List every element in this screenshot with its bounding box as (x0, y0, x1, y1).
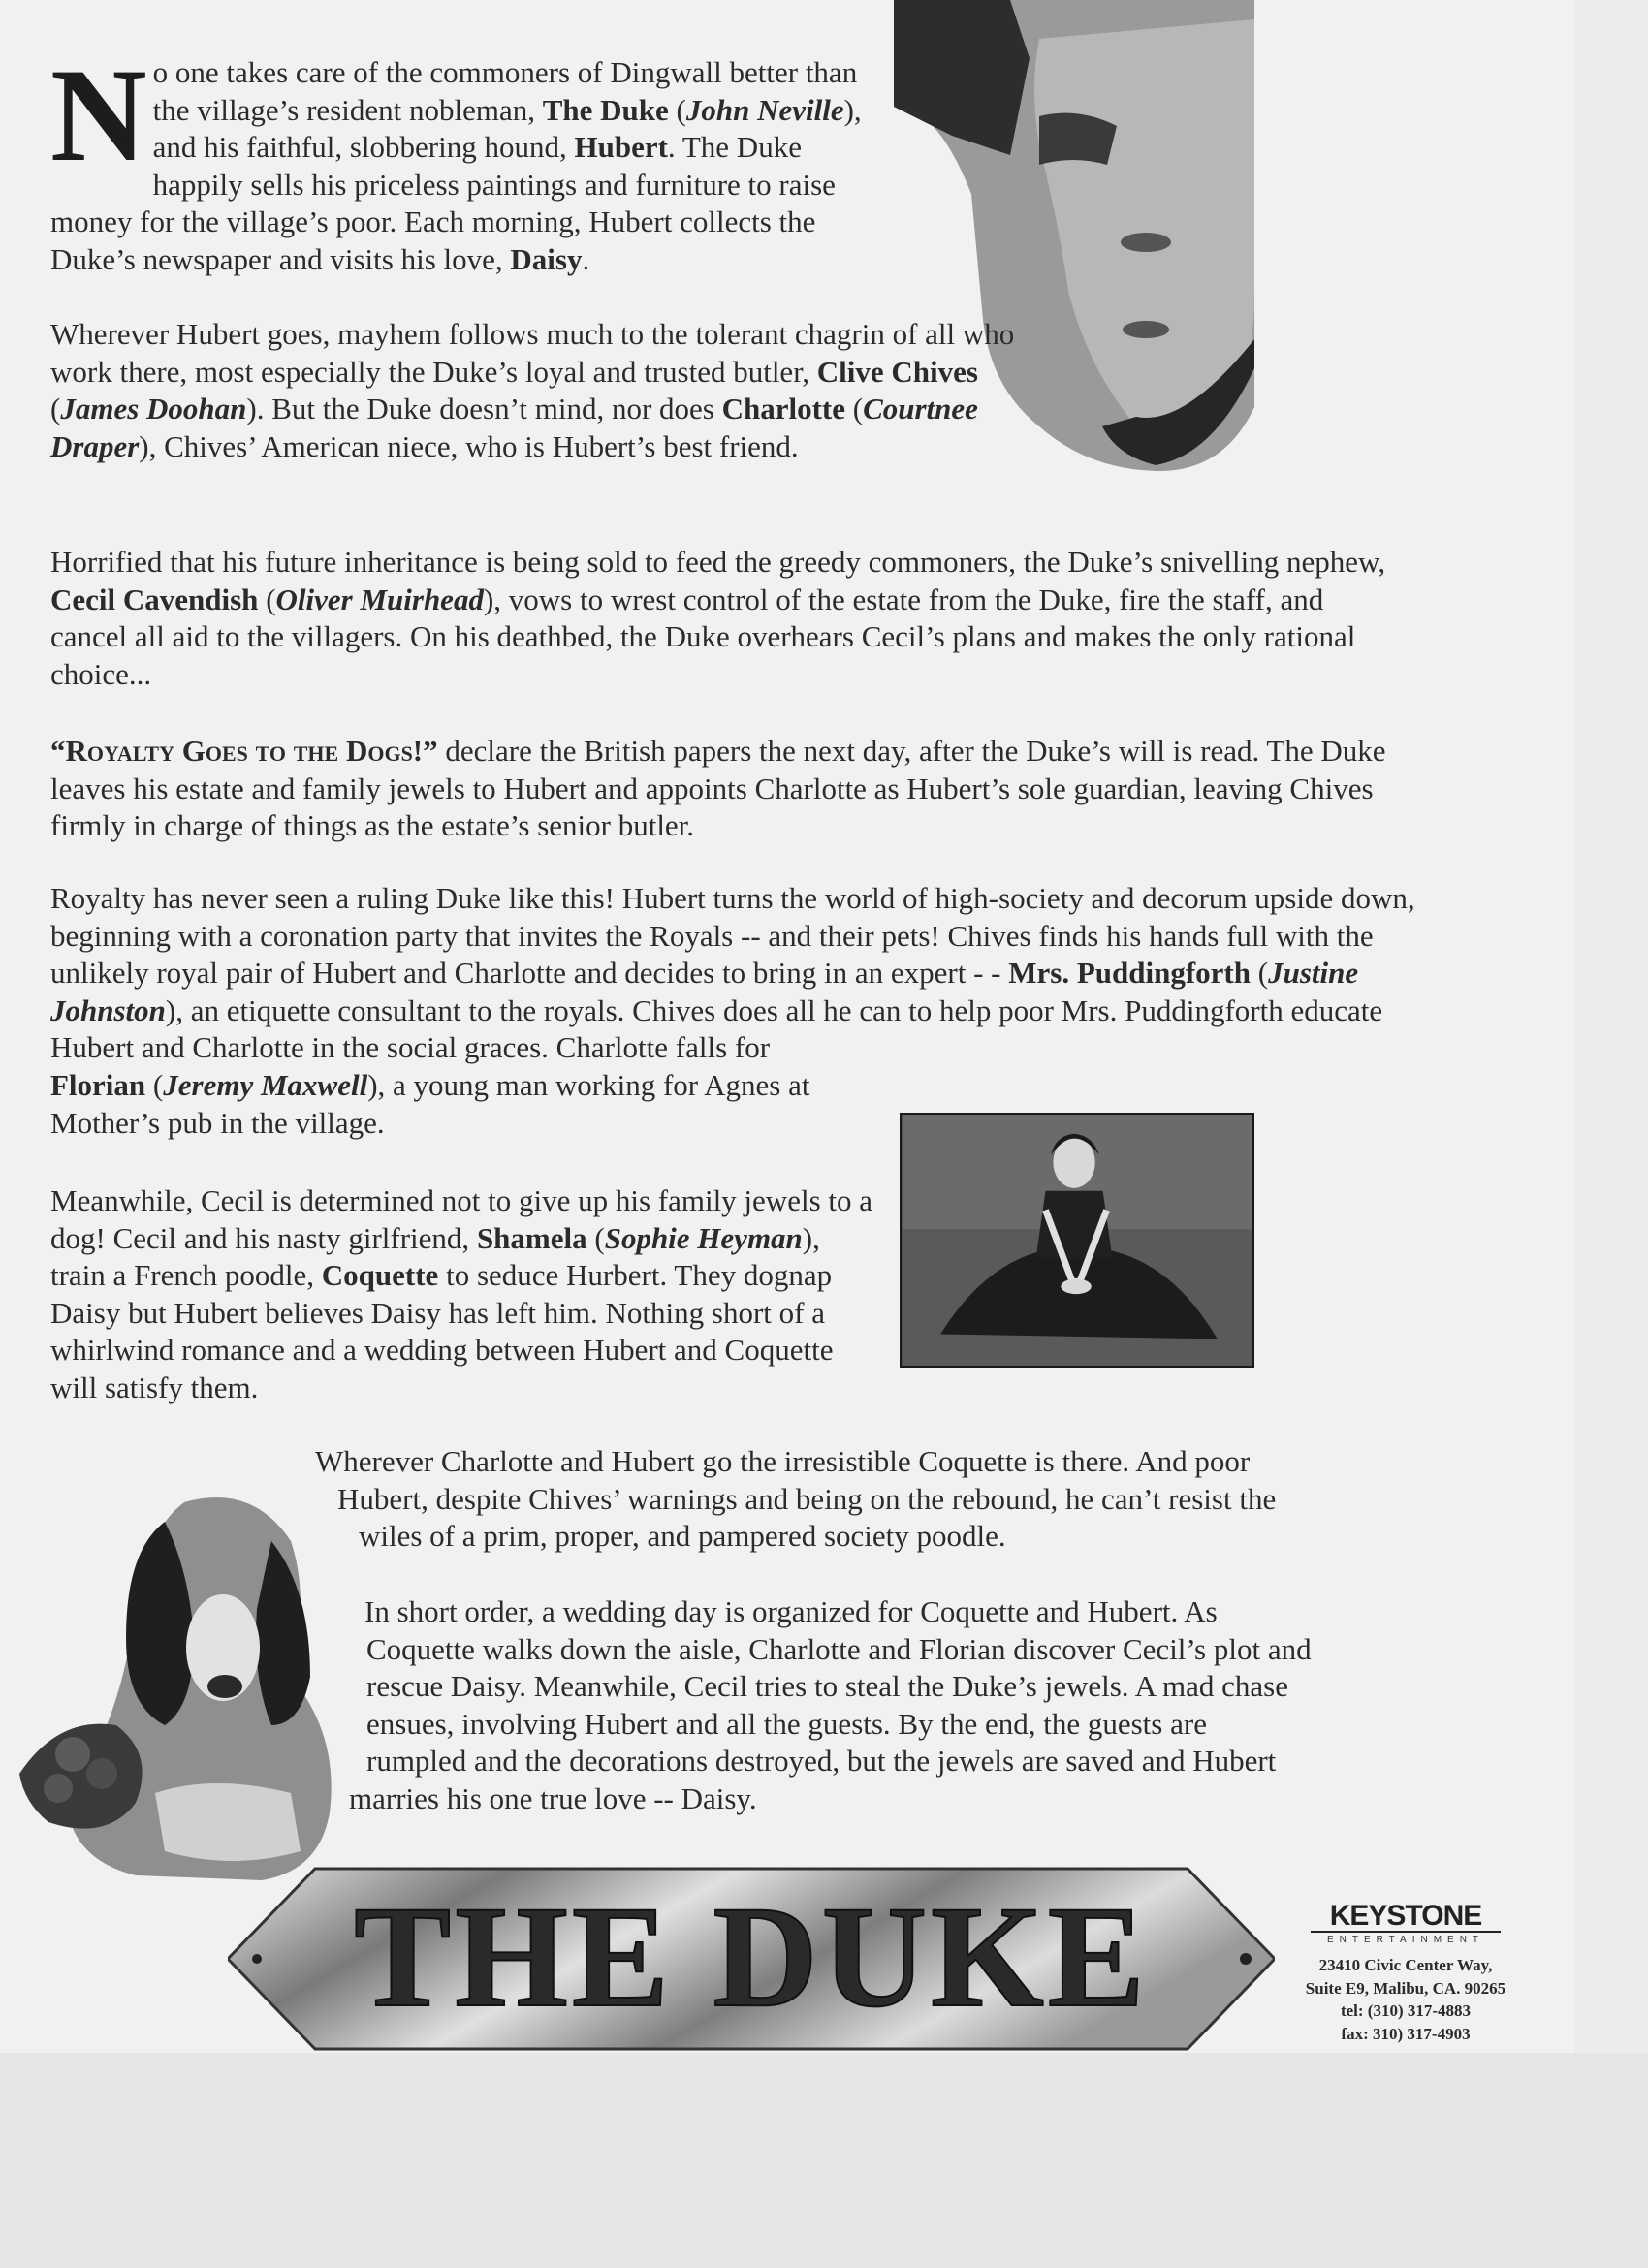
text: Royalty has never seen a ruling Duke like this! Hubert turns the world of high-society and decorum upside down, beginning with a coronation party that invites the Royals -- and their pets! Chives finds his hands full with the unlikely royal pair of Hubert and Charlotte and decides to bring in an expert - - (50, 881, 1415, 990)
drop-cap: N (50, 41, 147, 189)
text: ), an etiquette consultant to the royals. Chives does all he can to help poor Mrs. Puddingforth educate Hubert and Charlotte in the social graces. Charlotte falls for (50, 992, 1383, 1064)
actor-name: Sophie Heyman (604, 1220, 803, 1255)
actor-name: Courtnee Draper (50, 392, 978, 463)
text: ( (668, 92, 686, 127)
phone-number: tel: (310) 317-4883 (1340, 2001, 1472, 2020)
banner-title: THE DUKE (354, 1876, 1149, 2037)
text: declare the British papers the next day, after the Duke’s will is read. The Duke leaves his estate and family jewels to Hubert and appoints Charlotte as Hubert’s sole guardian, leaving Chives firmly in charge of things as the estate’s senior butler. (50, 734, 1386, 842)
character-name: Florian (50, 1068, 146, 1102)
actor-name: Oliver Muirhead (275, 582, 484, 616)
character-name: Mrs. Puddingforth (1008, 956, 1251, 990)
actor-name: Jeremy Maxwell (163, 1068, 368, 1102)
text: Meanwhile, Cecil is determined not to give up his family jewels to a dog! Cecil and his nasty girlfriend, (50, 1183, 873, 1255)
scan-margin (0, 2053, 1648, 2268)
text: ( (845, 392, 864, 425)
text: ). But the Duke doesn’t mind, nor does (246, 392, 722, 425)
character-name: Hubert (574, 130, 668, 164)
text: ), and his faithful, slobbering hound, (152, 92, 862, 164)
text: ), vows to wrest control of the estate from the Duke, fire the staff, and cancel all aid to the villagers. On his deathbed, the Duke overhears Cecil’s plans and makes the only rational choice... (50, 582, 1356, 691)
synopsis-paragraph-6 (50, 1182, 874, 1406)
synopsis-paragraph-3 (50, 544, 1408, 693)
synopsis-paragraph-5 (50, 880, 1427, 1067)
synopsis-paragraph-4 (50, 733, 1408, 845)
text: ), Chives’ American niece, who is Hubert’s best friend. (139, 428, 799, 463)
character-name: The Duke (542, 92, 669, 127)
keystone-logo: KEYSTONE (1329, 1900, 1482, 1932)
character-name: Cecil Cavendish (50, 582, 259, 616)
fax-number: fax: 310) 317-4903 (1341, 2024, 1471, 2043)
synopsis-paragraph-7 (315, 1443, 1459, 1556)
text-line: rescue Daisy. Meanwhile, Cecil tries to steal the Duke’s jewels. A mad chase (366, 1669, 1288, 1703)
text: to seduce Hurbert. They dognap Daisy but Hubert believes Daisy has left him. Nothing short of a whirlwind romance and a wedding between Hubert and Coquette will satisfy them. (50, 1258, 834, 1404)
character-name: Charlotte (721, 392, 845, 425)
newspaper-headline: “Royalty Goes to the Dogs!” (50, 734, 438, 768)
text: Horrified that his future inheritance is being sold to feed the greedy commoners, the Duke’s snivelling nephew, (50, 545, 1386, 579)
text: ( (258, 582, 276, 616)
address-line: Suite E9, Malibu, CA. 90265 (1305, 1978, 1506, 1998)
text: . The Duke happily sells his priceless paintings and furniture to raise money for the village’s poor. Each morning, Hubert collects the Duke’s newspaper and visits his love, (50, 130, 836, 276)
synopsis-paragraph-1 (50, 41, 884, 278)
text-line: marries his one true love -- Daisy. (349, 1780, 757, 1815)
text: ( (586, 1220, 605, 1255)
company-address (1270, 1954, 1541, 2045)
text-line: rumpled and the decorations destroyed, but the jewels are saved and Hubert (366, 1744, 1277, 1778)
actor-name: Justine Johnston (50, 956, 1359, 1027)
text-line: Hubert, despite Chives’ warnings and being on the rebound, he can’t resist the (337, 1481, 1277, 1516)
charlotte-photo (900, 1113, 1254, 1368)
synopsis-paragraph-5-continued (50, 1067, 865, 1142)
character-name: Shamela (476, 1220, 587, 1255)
character-name: Coquette (321, 1258, 439, 1292)
text-line: In short order, a wedding day is organized for Coquette and Hubert. As (364, 1594, 1218, 1628)
actor-name: John Neville (685, 92, 844, 127)
text: ( (1251, 956, 1269, 990)
synopsis-paragraph-2 (50, 316, 1068, 465)
keystone-logo-subtitle: ENTERTAINMENT (1311, 1931, 1501, 1945)
text: o one takes care of the commoners of Dingwall better than the village’s resident nobleman, (152, 55, 858, 127)
text-line: ensues, involving Hubert and all the guests. By the end, the guests are (366, 1706, 1207, 1741)
synopsis-paragraph-8 (349, 1593, 1493, 1817)
text: ( (145, 1068, 164, 1102)
character-name: Clive Chives (816, 354, 978, 389)
actor-name: James Doohan (60, 392, 247, 425)
text: Wherever Hubert goes, mayhem follows much to the tolerant chagrin of all who work there, most especially the Duke’s loyal and trusted butler, (50, 317, 1015, 389)
character-name: Daisy (510, 241, 583, 276)
text: ), train a French poodle, (50, 1220, 820, 1292)
basset-hound-photo (19, 1483, 339, 1890)
text-line: Coquette walks down the aisle, Charlotte and Florian discover Cecil’s plot and (366, 1631, 1312, 1666)
text: ), a young man working for Agnes at Mother’s pub in the village. (50, 1068, 810, 1140)
text: ( (50, 392, 61, 425)
text-line: wiles of a prim, proper, and pampered society poodle. (359, 1519, 1006, 1553)
text-line: Wherever Charlotte and Hubert go the irresistible Coquette is there. And poor (315, 1444, 1251, 1478)
address-line: 23410 Civic Center Way, (1318, 1956, 1493, 1974)
text: . (582, 241, 590, 276)
